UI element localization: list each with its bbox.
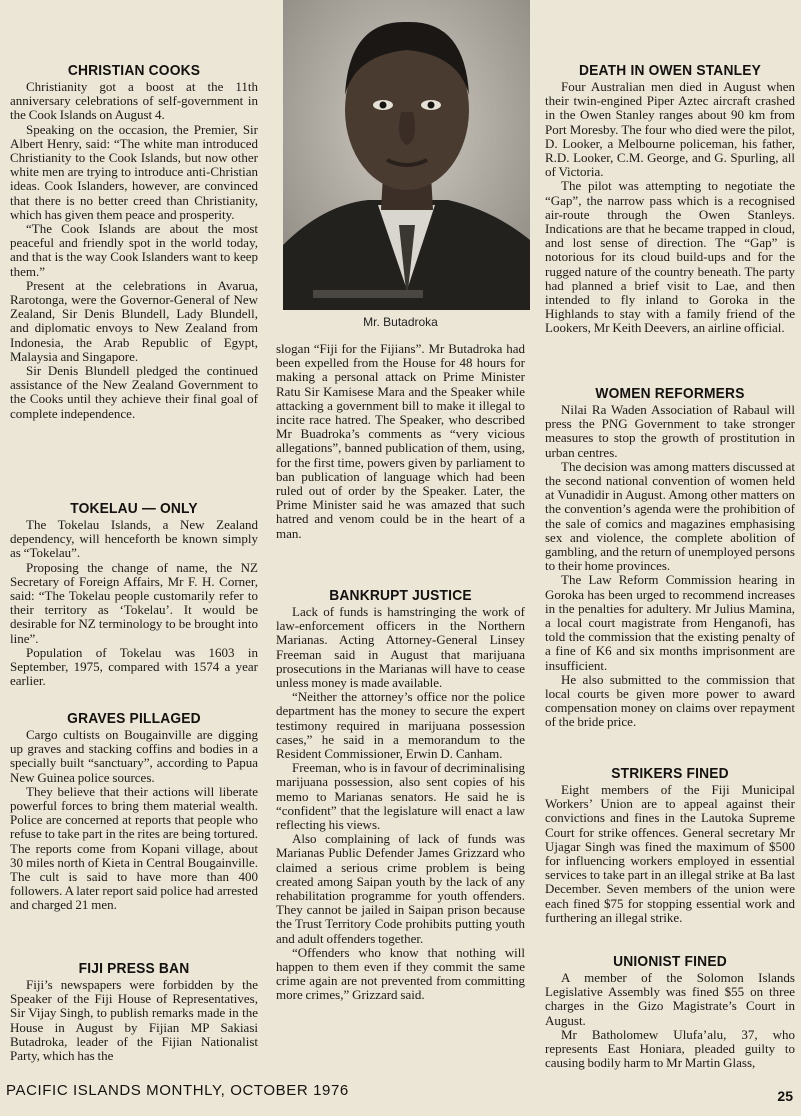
page-number: 25 (777, 1088, 793, 1104)
article-paragraph: Mr Batholomew Ulufa’alu, 37, who represents East Honiara, pleaded guilty to causing bodily harm to Mr Martin Glass, (545, 1026, 795, 1071)
article-heading: WOMEN REFORMERS (595, 385, 745, 402)
article-strikers-fined (545, 765, 795, 925)
publication-footer: PACIFIC ISLANDS MONTHLY, OCTOBER 1976 (6, 1082, 349, 1099)
article-paragraph: They believe that their actions will liberate powerful forces to bring them material wealth. Police are concerned at reports that people who refuse to take part in the rites are being tortured. The reports come from Kopani village, about 30 miles north of Kieta in Central Bougainville. The cult is said to have more than 400 followers. A later report said police had arrested and charged 21 men. (10, 783, 258, 913)
article-bankrupt-justice (276, 587, 525, 1003)
article-heading: DEATH IN OWEN STANLEY (579, 62, 761, 79)
article-paragraph: Present at the celebrations in Avarua, Rarotonga, were the Governor-General of New Zealand, Sir Denis Blundell, Lady Blundell, and diplomatic envoys to New Zealand from Indonesia, the Arab Republic of Egypt, Malaysia and Singapore. (10, 277, 258, 364)
article-heading: UNIONIST FINED (613, 953, 727, 970)
article-paragraph: A member of the Solomon Islands Legislative Assembly was fined $55 on three charges in the Gizo Magistrate’s Court in August. (545, 970, 795, 1028)
article-graves-pillaged (10, 710, 258, 913)
article-paragraph: The Tokelau Islands, a New Zealand dependency, will henceforth be known simply as “Tokelau”. (10, 517, 258, 561)
article-paragraph: Lack of funds is hamstringing the work of law-enforcement officers in the Northern Marianas. Acting Attorney-General Linsey Freeman said in August that marijuana prosecutions in the Marianas will have to cease unless money is made available. (276, 604, 525, 691)
article-paragraph: “Offenders who know that nothing will happen to them even if they commit the same crime again are not prevented from committing more crimes,” Grizzard said. (276, 944, 525, 1003)
article-paragraph: Christianity got a boost at the 11th anniversary celebrations of self-government in the Cook Islands on August 4. (10, 79, 258, 123)
article-paragraph: Sir Denis Blundell pledged the continued assistance of the New Zealand Government to the Cooks until they achieve their final goal of complete independence. (10, 363, 258, 421)
article-paragraph: Fiji’s newspapers were forbidden by the Speaker of the Fiji House of Representatives, Sir Vijay Singh, to publish remarks made in the House in August by Fijian MP Sakiasi Butadroka, leader of the Fijian Nationalist Party, which has the (10, 977, 258, 1064)
article-heading: BANKRUPT JUSTICE (329, 587, 472, 604)
article-christian-cooks (10, 62, 258, 421)
article-heading: CHRISTIAN COOKS (67, 62, 201, 79)
article-fiji-press-ban-continued (276, 342, 525, 541)
article-tokelau (10, 500, 258, 688)
article-heading: FIJI PRESS BAN (78, 960, 190, 977)
article-paragraph: Also complaining of lack of funds was Marianas Public Defender James Grizzard who claimed a serious crime problem is being created among Saipan youth by the lack of any rehabilitation programme for youth offenders. They cannot be jailed in Saipan prison because the Trust Territory Code prohibits putting youth and adult offenders together. (276, 831, 525, 946)
article-paragraph: He also submitted to the commission that local courts be given more power to award compensation money on claims over repayment of the bride price. (545, 671, 795, 730)
portrait-illustration (283, 0, 530, 310)
article-unionist-fined (545, 953, 795, 1070)
article-paragraph: Population of Tokelau was 1603 in September, 1975, compared with 1574 a year earlier. (10, 644, 258, 689)
article-paragraph: Four Australian men died in August when their twin-engined Piper Aztec aircraft crashed in the Owen Stanley ranges about 90 km from Port Moresby. The four who died were the pilot, D. Looker, a Melbourne policeman, his father, R.D. Looker, C.M. George, and G. Spurling, all of Victoria. (545, 79, 795, 180)
article-death-in-owen-stanley (545, 62, 795, 336)
article-heading: STRIKERS FINED (611, 765, 729, 782)
article-heading: GRAVES PILLAGED (67, 710, 201, 727)
article-women-reformers (545, 385, 795, 730)
article-heading: TOKELAU — ONLY (70, 500, 198, 517)
article-paragraph: The Law Reform Commission hearing in Goroka has been urged to recommend increases in the penalties for adultery. Mr Julius Mamina, a local court magistrate from Henganofi, has told the commission that the existing penalty of a fine of K6 and six months imprisonment are insufficient. (545, 572, 795, 673)
article-fiji-press-ban (10, 960, 258, 1063)
article-paragraph: “The Cook Islands are about the most peaceful and friendly spot in the world today, and that is the way Cook Islanders want to keep them.” (10, 221, 258, 279)
article-paragraph: Proposing the change of name, the NZ Secretary of Foreign Affairs, Mr F. H. Corner, said: “The Tokelau people customarily refer to their territory as ‘Tokelau’. It would be desirable for NZ terminology to be brought into line”. (10, 559, 258, 646)
article-paragraph: The decision was among matters discussed at the second national convention of women held at Vunadidir in August. Among other matters on the convention’s agenda were the prohibition of the sale of comics and magazines emphasising sex and violence, the complete abolition of gambling, and the return of unemployed persons to their home provinces. (545, 458, 795, 574)
portrait-photo (283, 0, 530, 310)
article-paragraph: slogan “Fiji for the Fijians”. Mr Butadroka had been expelled from the House for 48 hours for making a personal attack on Prime Minister Ratu Sir Kamisese Mara and the Speaker while attacking a government bill to make it illegal to incite race hatred. The Speaker, who described Mr Buadroka’s comments as “very vicious allegations”, banned publication of them, using, for the first time, powers given by parliament to ban publication of language which had been ruled out of order by the Speaker. Later, the Prime Minister said he was amazed that such hatred and venom could be in the heart of a man. (276, 341, 525, 541)
article-paragraph: Speaking on the occasion, the Premier, Sir Albert Henry, said: “The white man introduced Christianity to the Cook Islands, but now other white men are trying to introduce anti-Christian ideas. Cook Islanders, however, are convinced that there is no better creed than Christianity, which has given them peace and prosperity. (10, 121, 258, 222)
article-paragraph: Eight members of the Fiji Municipal Workers’ Union are to appeal against their convictions and fines in the Lautoka Supreme Court for strike offences. General secretary Mr Ujagar Singh was fined the maximum of $500 for influencing workers employed in essential services to take part in an illegal strike at Ba last December. Seven members of the union were each fined $75 for stopping essential work and furthering an illegal strike. (545, 782, 795, 925)
article-paragraph: Cargo cultists on Bougainville are digging up graves and stacking coffins and bodies in a specially built “sanctuary”, according to Papua New Guinea police sources. (10, 727, 258, 785)
article-paragraph: The pilot was attempting to negotiate the “Gap”, the narrow pass which is a recognised air-route through the Owen Stanleys. Indications are that he became trapped in cloud, and lost sense of direction. The “Gap” is notorious for its cloud build-ups and for the rugged nature of the country beneath. The party had planned a brief visit to Lae, and then intended to fly inland to Goroka in the Highlands to stay with a family friend of the Lookers, Mr Keith Deevers, an airline official. (545, 178, 795, 336)
article-paragraph: “Neither the attorney’s office nor the police department has the money to secure the expert testimony required in marijuana possession cases,” he said in a memorandum to the Resident Commissioner, Erwin D. Canham. (276, 689, 525, 762)
photo-caption: Mr. Butadroka (363, 315, 438, 329)
article-paragraph: Freeman, who is in favour of decriminalising marijuana possession, also sent copies of his memo to Marianas senators. He said he is “confident” that the legislature will enact a law reflecting his views. (276, 760, 525, 833)
article-paragraph: Nilai Ra Waden Association of Rabaul will press the PNG Government to take stronger measures to stop the growth of prostitution in urban centres. (545, 402, 795, 460)
